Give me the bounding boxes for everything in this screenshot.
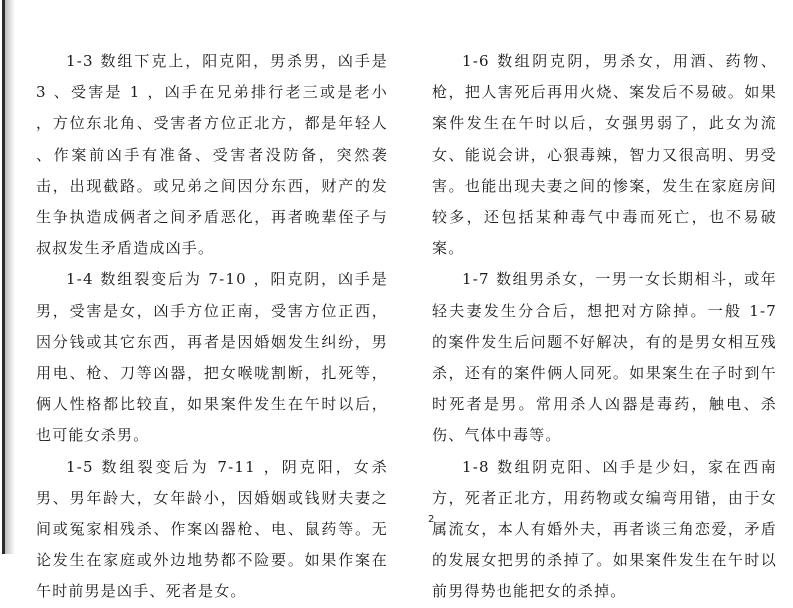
paragraph-1-6: 1-6 数组阴克阴，男杀女，用酒、药物、枪，把人害死后再用火烧、案发后不易破。如果案件发生在午时以后，女强男弱了，此女为流女、能说会讲，心狠毒辣，智力又很高明、男受害。也能出现夫妻之间的惨案，发生在家庭房间较多，还包括某种毒气中毒而死亡，也不易破案。: [432, 52, 777, 258]
paragraph-1-8: 1-8 数组阴克阳、凶手是少妇，家在西南方，死者正北方，用药物或女编弯用错，由于女属流女，本人有婚外夫，再者谈三角恋爱，矛盾的发展女把男的杀掉了。如果案件发生在午时以前男得势也能把女的杀掉。: [432, 457, 777, 601]
paragraph-1-7: 1-7 数组男杀女，一男一女长期相斗，或年轻夫妻发生分合后，想把对方除掉。一般 1-7 的案件发生后问题不好解决，有的是男女相互残杀，还有的案件俩人同死。如果案生在子时到午时死者是男。常用杀人凶器是毒药，触电、杀伤、气体中毒等。: [432, 270, 777, 445]
left-column: [36, 46, 388, 608]
paragraph-1-3: 1-3 数组下克上，阳克阳，男杀男，凶手是 3 、受害是 1 ，凶手在兄弟排行老三或是老小 ，方位东北角、受害者方位正北方，都是年轻人 、作案前凶手有准备、受害者没防备，突然袭击，出现截路。或兄弟之间因分东西，财产的发生争执造成俩者之间矛盾恶化，再者晚辈侄子与叔叔发生矛盾造成凶手。: [36, 52, 388, 258]
paragraph-1-5: 1-5 数组裂变后为 7-11 ，阴克阳，女杀男、男年龄大，女年龄小，因婚姻或钱财夫妻之间或冤家相残杀、作案凶器枪、电、鼠药等。无论发生在家庭或外边地势都不险要。如果作案在午时前男是凶手、死者是女。: [36, 457, 388, 601]
paragraph-1-4: 1-4 数组裂变后为 7-10 ，阳克阴，凶手是男，受害是女，凶手方位正南，受害方位正西，因分钱或其它东西，再者是因婚姻发生纠纷，男用电、枪、刀等凶器，把女喉咙割断，扎死等，俩人性格都比较直，如果案件发生在午时以后，也可能女杀男。: [36, 270, 388, 445]
right-column: [432, 46, 777, 608]
book-spine-shadow: [5, 0, 15, 554]
page-number: 2: [428, 514, 435, 525]
